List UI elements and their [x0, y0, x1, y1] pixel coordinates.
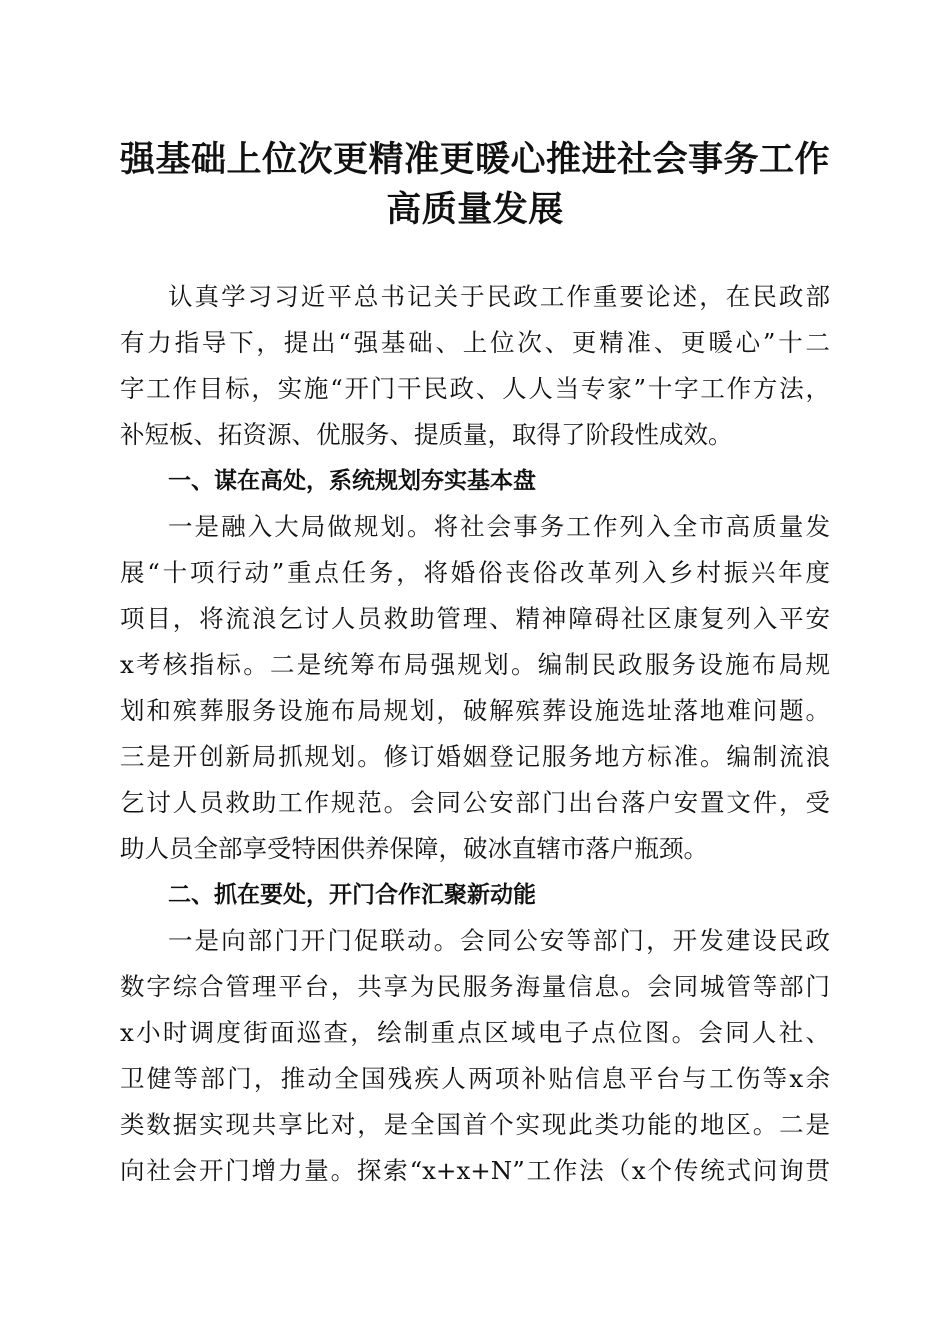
- paragraph-line: 有力指导下，提出“强基础、上位次、更精准、更暖心”十二: [120, 328, 830, 357]
- paragraph-line: x考核指标。二是统筹布局强规划。编制民政服务设施布局规: [120, 650, 830, 679]
- paragraph-line: 向社会开门增力量。探索“x+x+N”工作法（x个传统式问询贯: [120, 1156, 830, 1185]
- paragraph-line: 卫健等部门，推动全国残疾人两项补贴信息平台与工伤等x余: [120, 1064, 830, 1093]
- section-heading-2: 二、抓在要处，开门合作汇聚新动能: [168, 882, 536, 908]
- paragraph-line: 一是向部门开门促联动。会同公安等部门，开发建设民政: [168, 926, 830, 955]
- document-title-line-2: 高质量发展: [386, 189, 564, 230]
- paragraph-line: 认真学习习近平总书记关于民政工作重要论述，在民政部: [168, 282, 830, 311]
- paragraph-line: 数字综合管理平台，共享为民服务海量信息。会同城管等部门: [120, 972, 830, 1001]
- paragraph-line: 乞讨人员救助工作规范。会同公安部门出台落户安置文件，受: [120, 788, 830, 817]
- paragraph-line: 三是开创新局抓规划。修订婚姻登记服务地方标准。编制流浪: [120, 742, 830, 771]
- paragraph-line: 字工作目标，实施“开门干民政、人人当专家”十字工作方法，: [120, 374, 830, 403]
- section-heading-1: 一、谋在高处，系统规划夯实基本盘: [168, 468, 536, 494]
- paragraph-line: 划和殡葬服务设施布局规划，破解殡葬设施选址落地难问题。: [120, 696, 830, 725]
- document-title-line-1: 强基础上位次更精准更暖心推进社会事务工作: [119, 139, 830, 180]
- paragraph-line: 展“十项行动”重点任务，将婚俗丧俗改革列入乡村振兴年度: [120, 558, 830, 587]
- paragraph-line: 项目，将流浪乞讨人员救助管理、精神障碍社区康复列入平安: [120, 604, 830, 633]
- paragraph-line: 一是融入大局做规划。将社会事务工作列入全市高质量发: [168, 512, 830, 541]
- paragraph-line: 补短板、拓资源、优服务、提质量，取得了阶段性成效。: [120, 420, 733, 449]
- paragraph-line: 助人员全部享受特困供养保障，破冰直辖市落户瓶颈。: [120, 834, 708, 863]
- paragraph-line: x小时调度街面巡查，绘制重点区域电子点位图。会同人社、: [120, 1018, 830, 1047]
- paragraph-line: 类数据实现共享比对，是全国首个实现此类功能的地区。二是: [120, 1110, 830, 1139]
